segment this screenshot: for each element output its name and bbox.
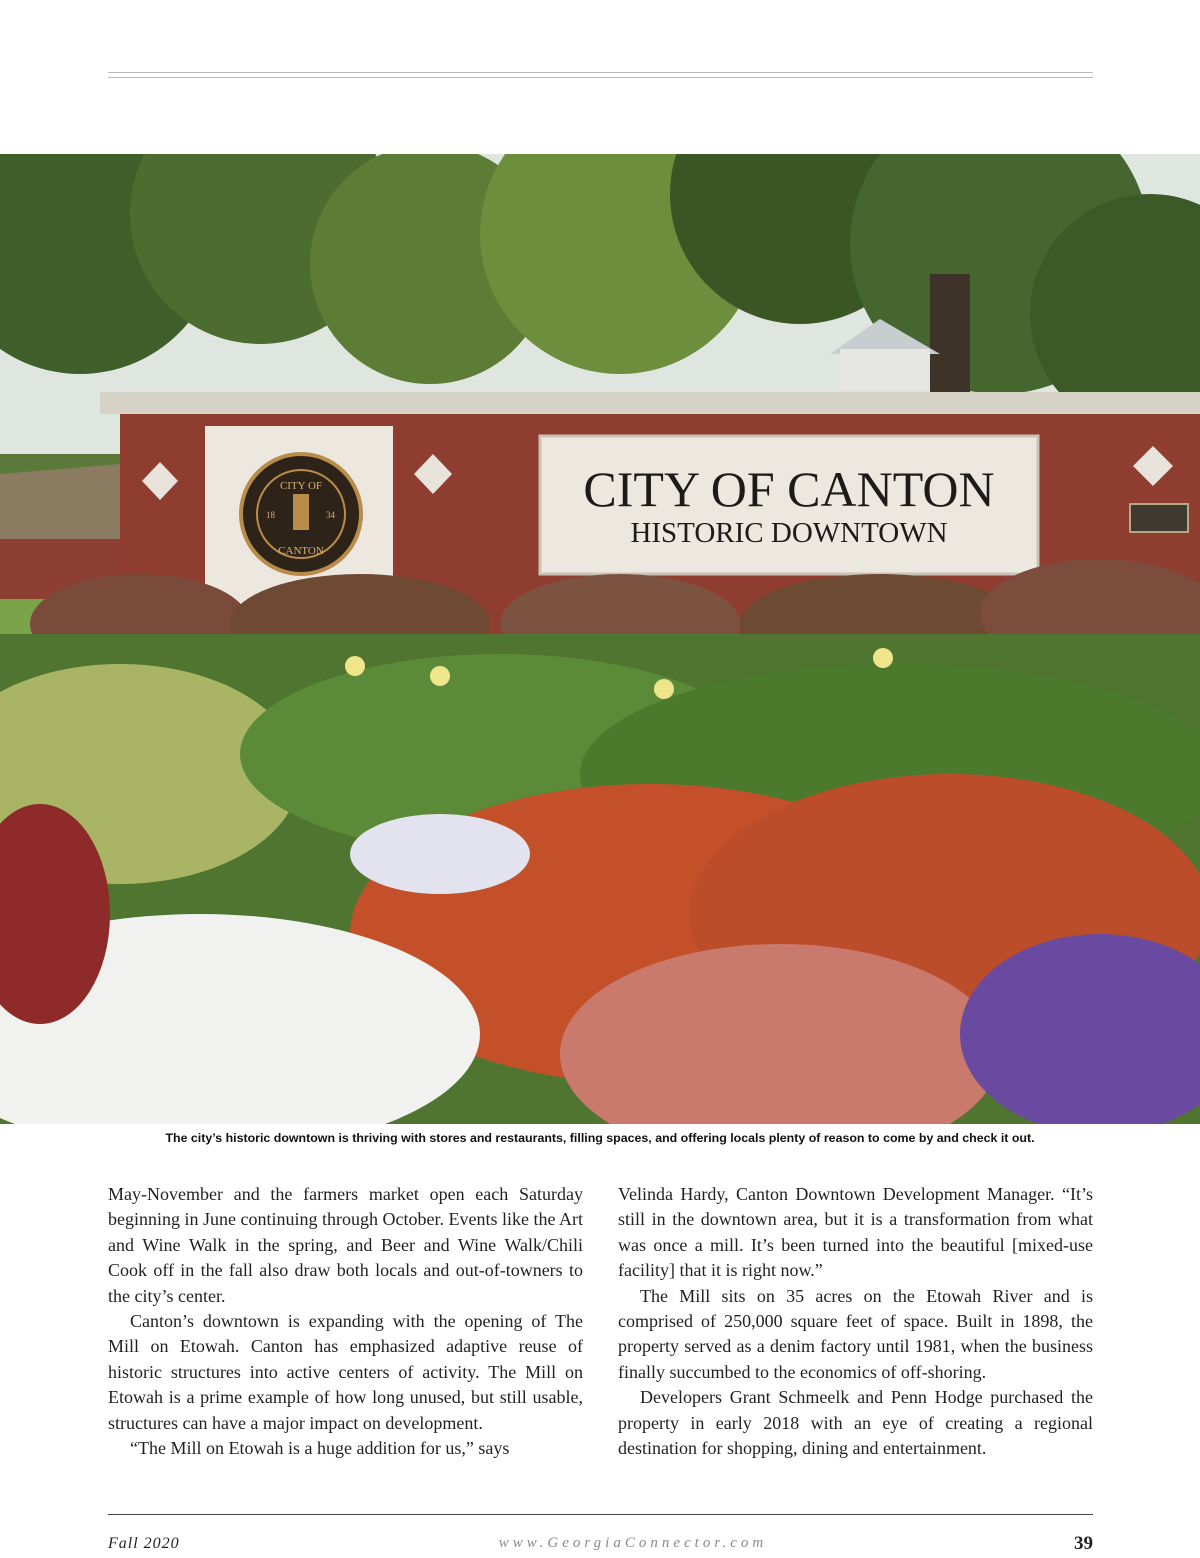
paragraph: May-November and the farmers market open each Saturday beginning in June continuing through October. Events like the Art and Wine Walk in the spring, and Beer and Wine Walk/Chili Cook off in the fall also draw both locals and out-of-towners to the city’s center. [108, 1184, 583, 1306]
seal-year-right: 34 [326, 510, 335, 520]
seal-bottom-text: CANTON [278, 545, 324, 557]
paragraph: Canton’s downtown is expanding with the opening of The Mill on Etowah. Canton has emphasized adaptive reuse of historic structures into active centers of activity. The Mill on Etowah is a prime example of how long unused, but still usable, structures can have a major impact on development. [108, 1311, 583, 1433]
hero-photo [0, 154, 1200, 1124]
paragraph: Developers Grant Schmeelk and Penn Hodge purchased the property in early 2018 with an eye of creating a regional destination for shopping, dining and entertainment. [618, 1387, 1093, 1459]
sign-line-1: CITY OF CANTON [583, 461, 995, 517]
sign-line-2: HISTORIC DOWNTOWN [630, 517, 948, 549]
footer-rule [108, 1514, 1093, 1515]
issue-label: Fall 2020 [108, 1535, 180, 1552]
article-column-right [618, 1182, 1093, 1461]
page-number: 39 [1074, 1533, 1093, 1554]
paragraph: “The Mill on Etowah is a huge addition for us,” says [130, 1438, 510, 1459]
header-rule-top [108, 72, 1093, 73]
article-column-left [108, 1182, 583, 1461]
photo-caption: The city’s historic downtown is thriving with stores and restaurants, filling spaces, and offering locals plenty of reason to come by and check it out. [165, 1131, 1035, 1145]
seal-top-text: CITY OF [279, 480, 323, 492]
seal-year-left: 18 [266, 510, 275, 520]
paragraph: Velinda Hardy, Canton Downtown Development Manager. “It’s still in the downtown area, but it is a transformation from what was once a mill. It’s been turned into the beautiful [mixed-use facility] that it is right now.” [618, 1184, 1093, 1281]
paragraph: The Mill sits on 35 acres on the Etowah River and is comprised of 250,000 square feet of space. Built in 1898, the property served as a denim factory until 1981, when the business finally succumbed to the economics of off-shoring. [618, 1285, 1093, 1382]
header-rule-bottom [108, 77, 1093, 78]
website-link[interactable]: www.GeorgiaConnector.com [498, 1535, 768, 1551]
